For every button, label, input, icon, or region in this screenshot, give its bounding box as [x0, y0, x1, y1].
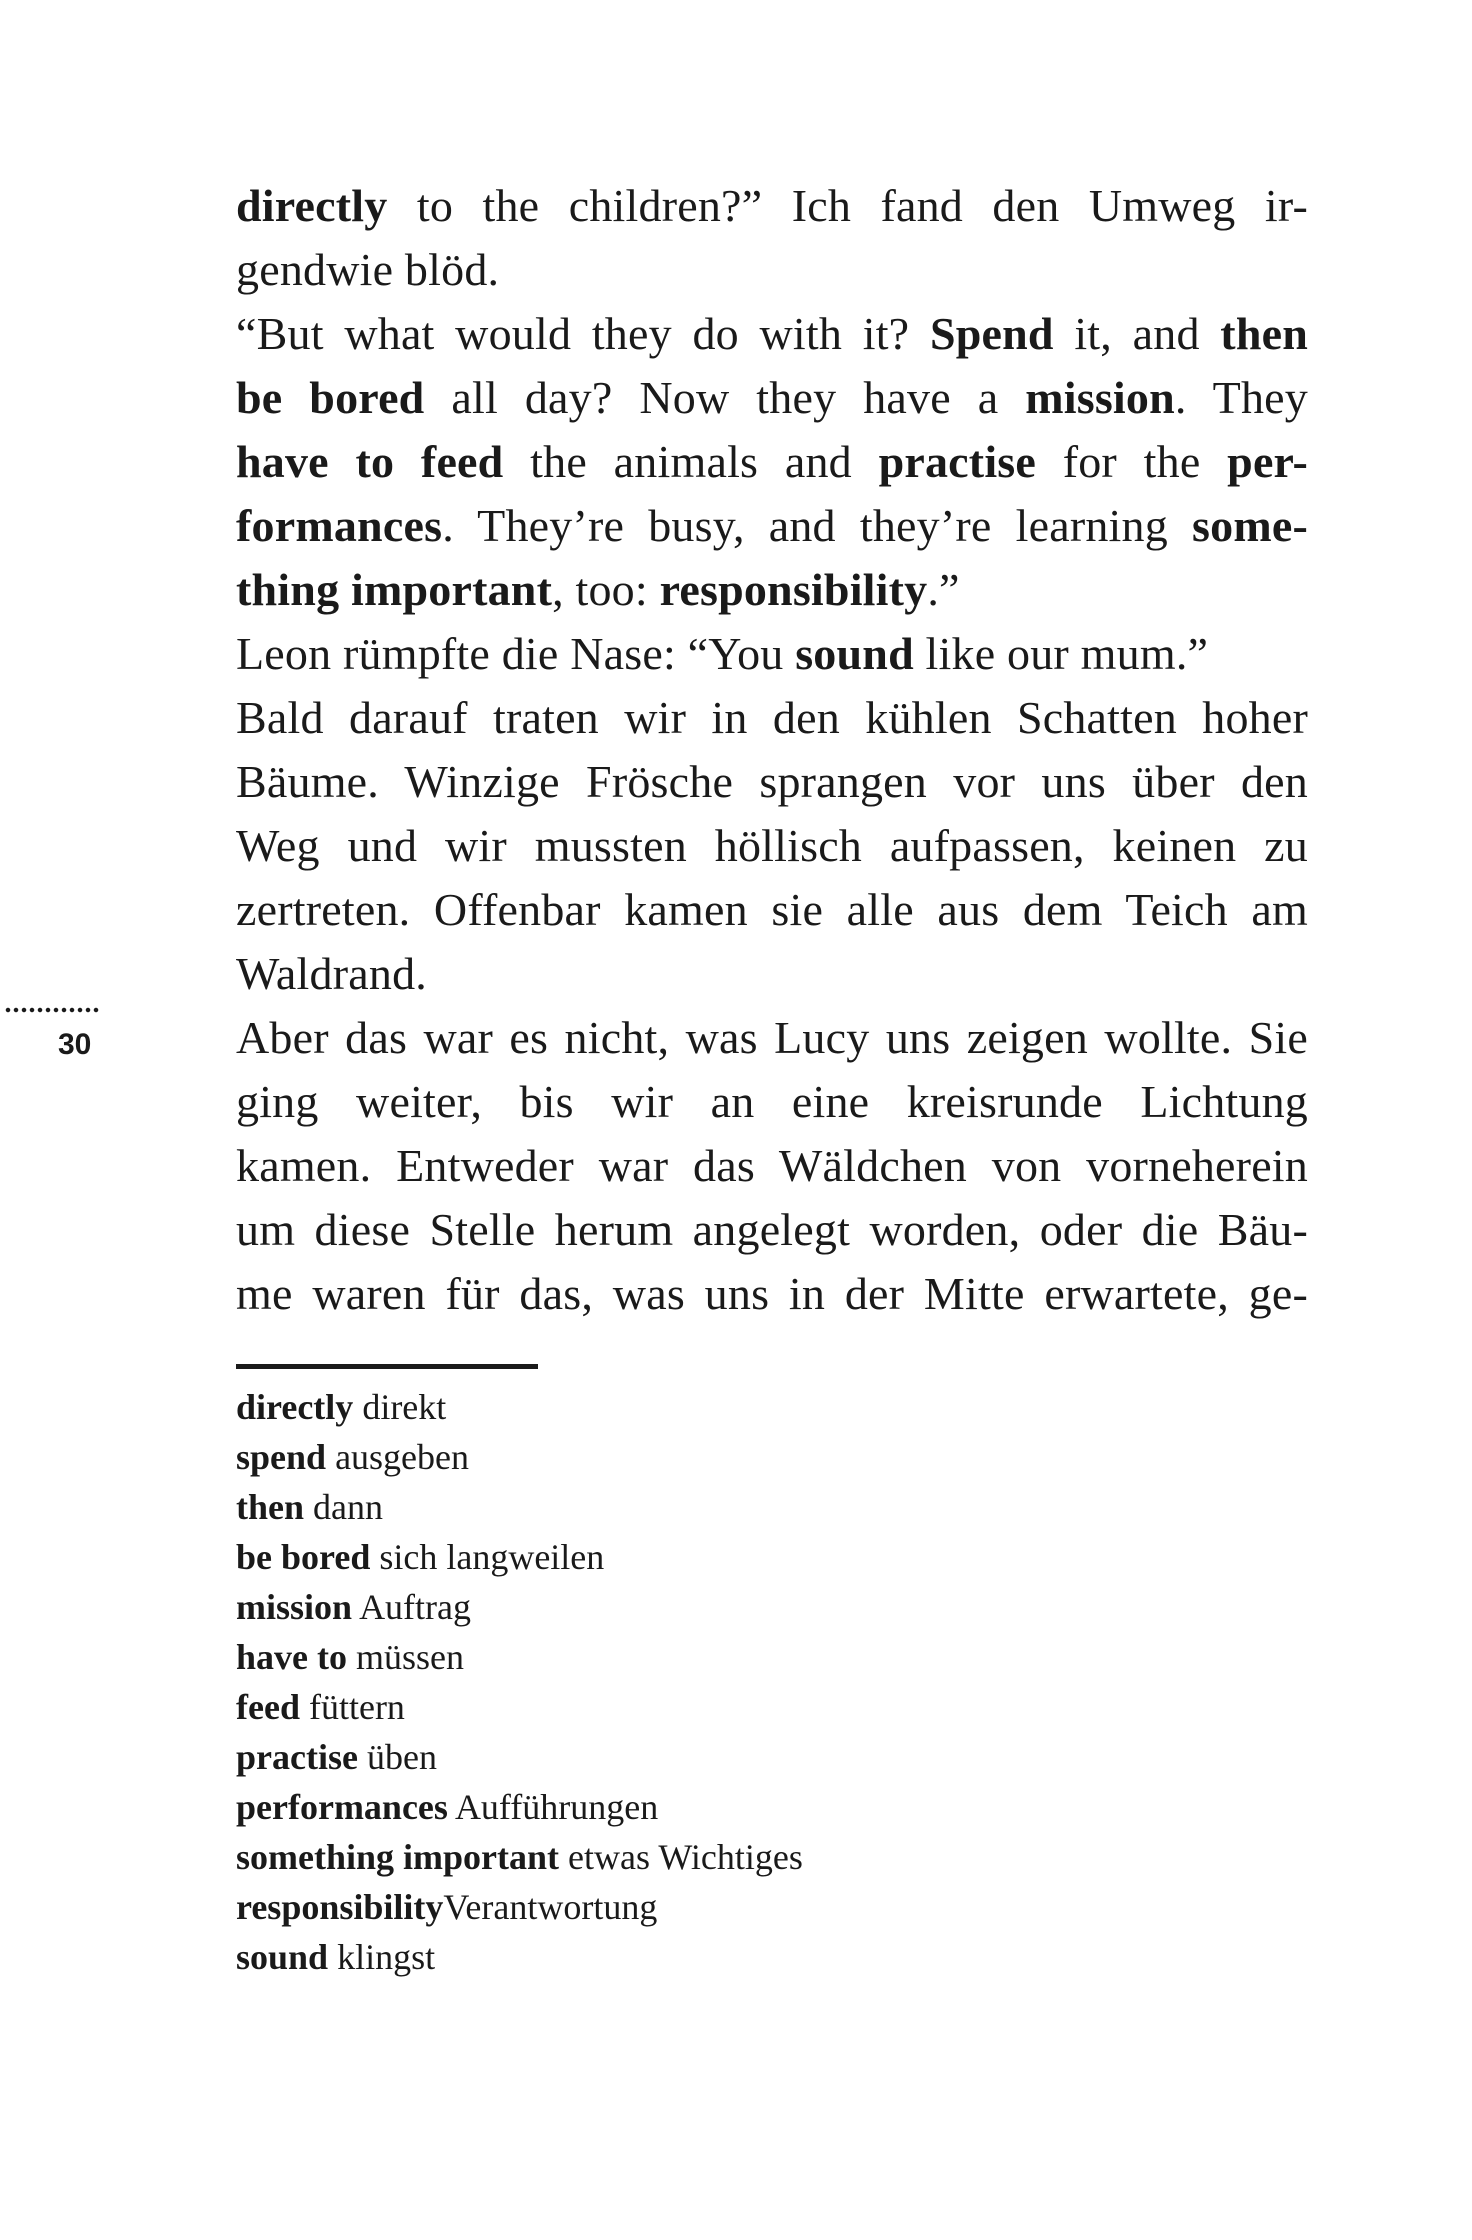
text-span: ging weiter, bis wir an eine kreisrunde Lichtung	[236, 1076, 1308, 1127]
text-span: .”	[927, 564, 960, 615]
text-line	[236, 878, 1308, 942]
glossary-translation: dann	[313, 1487, 383, 1527]
text-line	[236, 750, 1308, 814]
text-line	[236, 622, 1308, 686]
glossary-entry	[236, 1832, 803, 1882]
glossary-term: then	[236, 1487, 305, 1527]
text-line	[236, 366, 1308, 430]
vocab-term: thing important	[236, 564, 553, 615]
vocab-term: be bored	[236, 372, 425, 423]
text-span: for the	[1036, 436, 1228, 487]
glossary-term: feed	[236, 1687, 300, 1727]
text-line	[236, 1198, 1308, 1262]
text-line	[236, 174, 1308, 238]
text-line	[236, 1134, 1308, 1198]
glossary-term: directly	[236, 1387, 354, 1427]
glossary-term: something important	[236, 1837, 559, 1877]
text-line	[236, 494, 1308, 558]
glossary-translation: müssen	[356, 1637, 464, 1677]
glossary-translation: direkt	[362, 1387, 447, 1427]
glossary-entry	[236, 1382, 446, 1432]
text-line	[236, 1070, 1308, 1134]
glossary-term: practise	[236, 1737, 358, 1777]
glossary-entry	[236, 1882, 657, 1932]
text-span: Weg und wir mussten höllisch aufpassen, keinen zu	[236, 820, 1308, 871]
text-span: me waren für das, was uns in der Mitte erwartete, ge-	[236, 1268, 1308, 1319]
page-number-dots	[4, 1006, 100, 1014]
glossary-divider	[236, 1364, 538, 1369]
text-span: it, and	[1053, 308, 1221, 359]
text-line	[236, 238, 1308, 302]
text-line	[236, 1006, 1308, 1070]
page-number: 30	[58, 1028, 92, 1061]
glossary-translation: Auftrag	[359, 1587, 472, 1627]
glossary-translation: klingst	[337, 1937, 436, 1977]
vocab-term: then	[1220, 308, 1308, 359]
glossary-translation: sich langweilen	[379, 1537, 605, 1577]
text-span: zertreten. Offenbar kamen sie alle aus dem Teich am	[236, 884, 1308, 935]
vocab-term: responsibility	[659, 564, 928, 615]
glossary-entry	[236, 1732, 437, 1782]
glossary-term: have to	[236, 1637, 347, 1677]
text-line	[236, 430, 1308, 494]
text-span: Leon rümpfte die Nase: “You	[236, 628, 796, 679]
vocab-term: directly	[236, 180, 388, 231]
text-span: . They’re busy, and they’re learning	[442, 500, 1193, 551]
text-span: um diese Stelle herum angelegt worden, oder die Bäu-	[236, 1204, 1308, 1255]
text-span: Waldrand.	[236, 948, 427, 999]
text-span: all day? Now they have a	[424, 372, 1026, 423]
glossary-term: sound	[236, 1937, 329, 1977]
text-line	[236, 558, 1308, 622]
text-span: , too:	[552, 564, 660, 615]
text-line	[236, 942, 1308, 1006]
glossary-entry	[236, 1682, 405, 1732]
text-span: to the children?” Ich fand den Umweg ir-	[387, 180, 1308, 231]
vocab-term: mission	[1025, 372, 1175, 423]
glossary-translation: Aufführungen	[454, 1787, 659, 1827]
glossary-term: performances	[236, 1787, 448, 1827]
vocab-term: some-	[1192, 500, 1308, 551]
glossary-term: be bored	[236, 1537, 371, 1577]
text-span: like our mum.”	[913, 628, 1209, 679]
text-span: gendwie blöd.	[236, 244, 500, 295]
text-span: the animals and	[503, 436, 879, 487]
vocab-term: practise	[878, 436, 1037, 487]
text-line	[236, 686, 1308, 750]
glossary-translation: üben	[366, 1737, 437, 1777]
glossary-entry	[236, 1432, 469, 1482]
text-span: Aber das war es nicht, was Lucy uns zeigen wollte. Sie	[236, 1012, 1308, 1063]
glossary-entry	[236, 1932, 435, 1982]
glossary-term: responsibility	[236, 1887, 444, 1927]
text-span: kamen. Entweder war das Wäldchen von vorneherein	[236, 1140, 1308, 1191]
vocab-term: formances	[236, 500, 443, 551]
text-line	[236, 1262, 1308, 1326]
text-span: Bald darauf traten wir in den kühlen Schatten hoher	[236, 692, 1308, 743]
glossary-translation: etwas Wichtiges	[568, 1837, 803, 1877]
glossary-term: mission	[236, 1587, 353, 1627]
glossary-translation: Verantwortung	[443, 1887, 658, 1927]
glossary-entry	[236, 1632, 464, 1682]
vocab-term: Spend	[929, 308, 1054, 359]
glossary-entry	[236, 1532, 604, 1582]
glossary-entry	[236, 1582, 471, 1632]
glossary-translation: ausgeben	[335, 1437, 470, 1477]
vocab-term: per-	[1227, 436, 1308, 487]
text-line	[236, 302, 1308, 366]
text-span: “But what would they do with it?	[236, 308, 930, 359]
vocab-term: have to feed	[236, 436, 504, 487]
glossary-entry	[236, 1482, 383, 1532]
text-span: . They	[1174, 372, 1308, 423]
vocab-term: sound	[795, 628, 914, 679]
text-line	[236, 814, 1308, 878]
glossary-entry	[236, 1782, 658, 1832]
glossary-term: spend	[236, 1437, 327, 1477]
text-span: Bäume. Winzige Frösche sprangen vor uns über den	[236, 756, 1308, 807]
glossary-translation: füttern	[308, 1687, 405, 1727]
